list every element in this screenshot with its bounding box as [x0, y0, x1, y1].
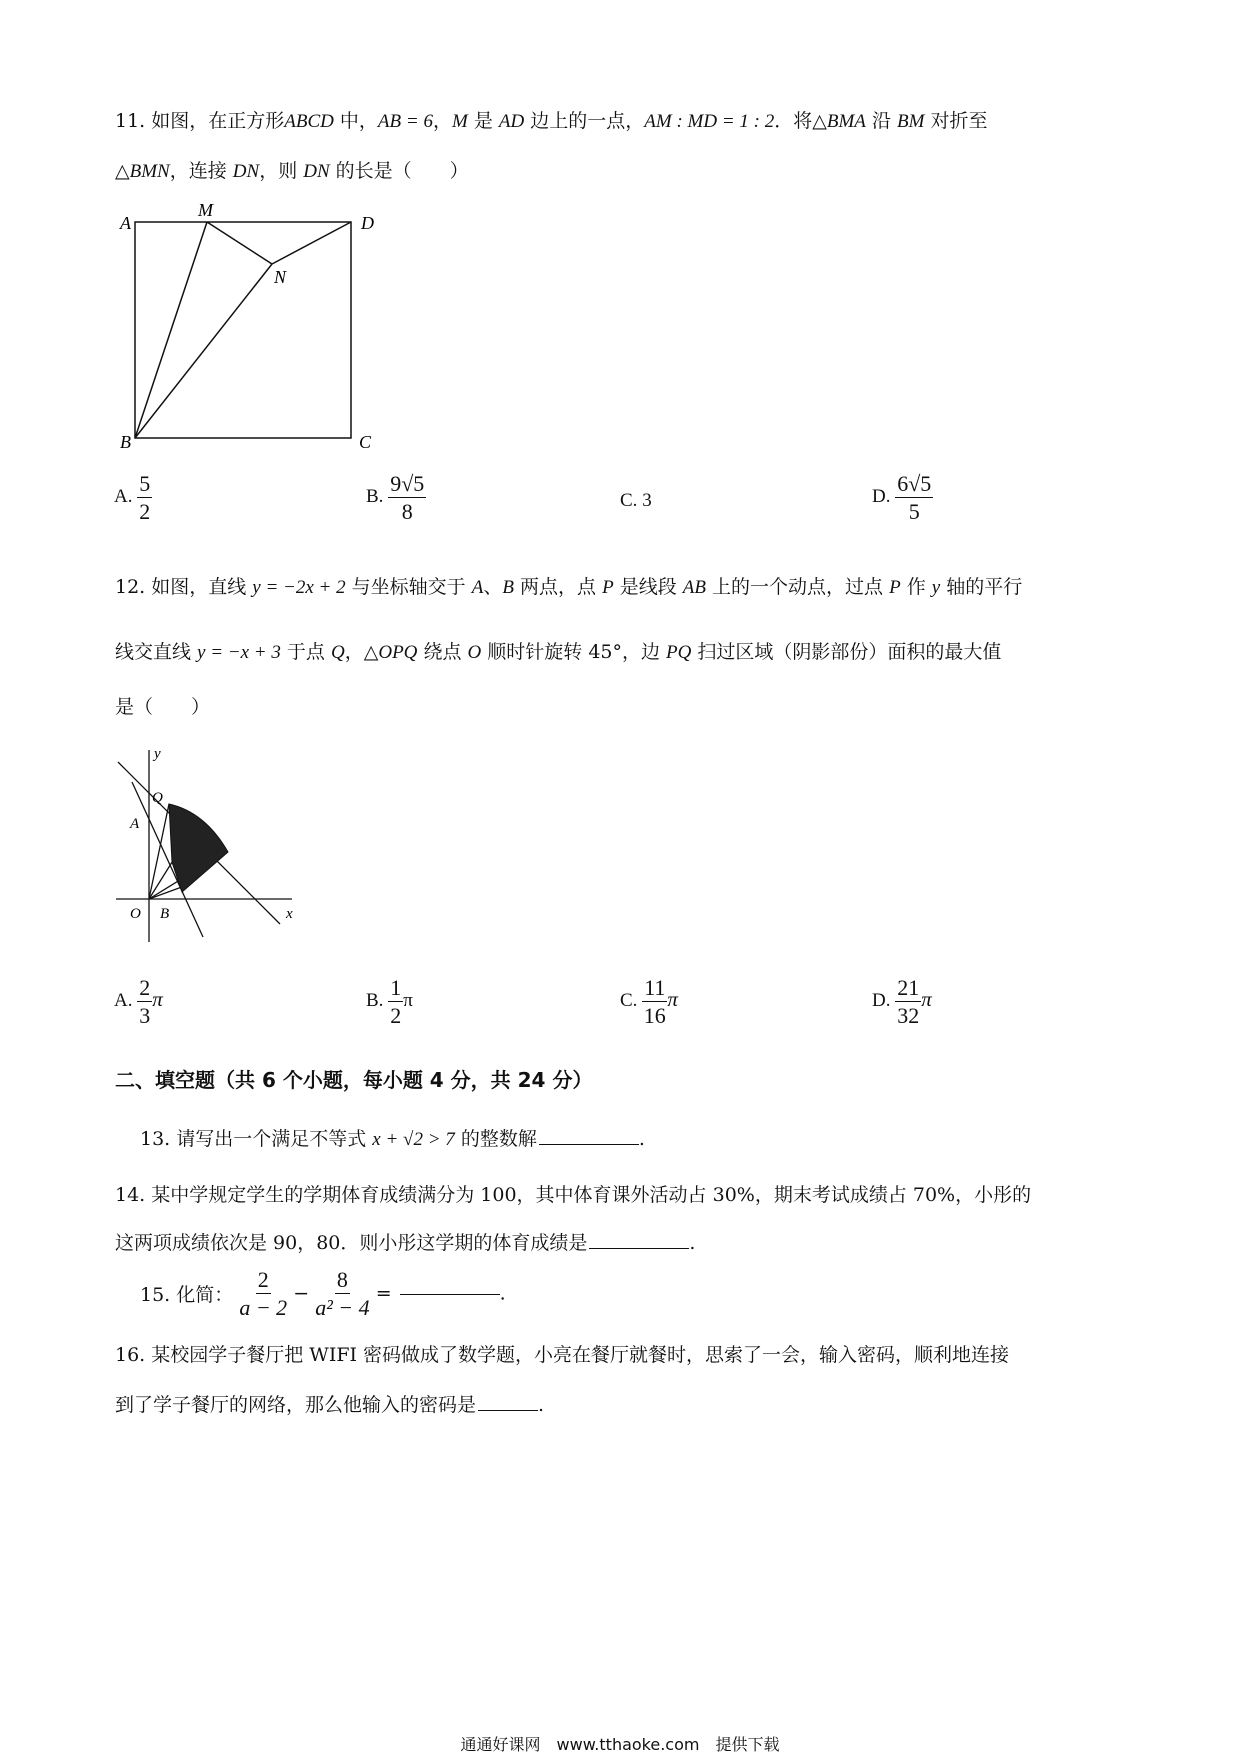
label-o: O: [130, 906, 141, 922]
q12-line1: 12. 如图，直线 y = −2x + 2 与坐标轴交于 A、B 两点，点 P 是线段 AB 上的一个动点，过点 P 作 y 轴的平行: [115, 576, 1023, 598]
segment-bn: [135, 264, 272, 438]
label-d: D: [361, 213, 374, 233]
segment-bm: [135, 222, 207, 438]
q11-option-a: A. $\frac{5}{2}$: [114, 471, 151, 525]
label-x: x: [286, 906, 293, 922]
q14-line2: 这两项成绩依次是 90，80．则小彤这学期的体育成绩是 .: [115, 1232, 696, 1254]
q11-line2: △BMN，连接 DN，则 DN 的长是（ ）: [115, 160, 469, 182]
label-a: A: [120, 213, 131, 233]
q12-figure: [110, 742, 300, 942]
q12-line2: 线交直线 y = −x + 3 于点 Q，△OPQ 绕点 O 顺时针旋转 45°，边 PQ 扫过区域（阴影部份）面积的最大值: [115, 641, 1002, 663]
segment-oq: [149, 804, 169, 899]
q12-option-b: B. $\frac{1}{2}$ π: [366, 975, 413, 1029]
q11-line1: 11. 如图，在正方形ABCD 中，AB = 6，M 是 AD 边上的一点，AM : MD = 1 : 2．将△BMA 沿 BM 对折至: [115, 110, 988, 132]
segment-mn: [207, 222, 272, 264]
segment-nd: [272, 222, 351, 264]
q12-option-d: D. $\frac{21}{32}$ π: [872, 975, 932, 1029]
square-abcd: [135, 222, 351, 438]
label-m: M: [198, 200, 213, 220]
q14-line1: 14. 某中学规定学生的学期体育成绩满分为 100，其中体育课外活动占 30%，期末考试成绩占 70%，小彤的: [115, 1184, 1032, 1206]
label-b: B: [160, 906, 170, 922]
label-n: N: [274, 267, 287, 287]
q12-option-c: C. $\frac{11}{16}$ π: [620, 975, 678, 1029]
answer-blank[interactable]: [400, 1293, 500, 1295]
q12-line3: 是（ ）: [115, 696, 211, 718]
q15: 15. 化简： $\frac{2}{a - 2}$ − $\frac{8}{\text{a² − 4}}$ = .: [140, 1267, 506, 1321]
q12-option-a: A. $\frac{2}{3}$ π: [114, 975, 163, 1029]
q11-option-b: B. $\frac{9√5}{8}$: [366, 471, 425, 525]
label-a: A: [130, 816, 140, 832]
label-q: Q: [152, 790, 163, 806]
page-footer: 通通好课网 www.tthaoke.com 提供下载: [460, 1735, 780, 1754]
label-b: B: [120, 432, 131, 452]
q11-option-d: D. $\frac{6√5}{5}$: [872, 471, 932, 525]
shaded-region: [169, 804, 228, 892]
q16-line2: 到了学子餐厅的网络，那么他输入的密码是 .: [115, 1394, 545, 1416]
answer-blank[interactable]: [589, 1247, 689, 1249]
answer-blank[interactable]: [478, 1409, 538, 1411]
q11-option-c: C. 3: [620, 490, 652, 511]
q11-figure: [112, 196, 392, 456]
label-c: C: [359, 432, 372, 452]
q13: 13. 请写出一个满足不等式 x + √2 > 7 的整数解 .: [140, 1128, 645, 1150]
q16-line1: 16. 某校园学子餐厅把 WIFI 密码做成了数学题，小亮在餐厅就餐时，思索了一会，输入密码，顺利地连接: [115, 1344, 1010, 1366]
answer-blank[interactable]: [539, 1143, 639, 1145]
section-heading: 二、填空题（共 6 个小题，每小题 4 分，共 24 分）: [115, 1068, 593, 1092]
label-y: y: [154, 746, 161, 762]
